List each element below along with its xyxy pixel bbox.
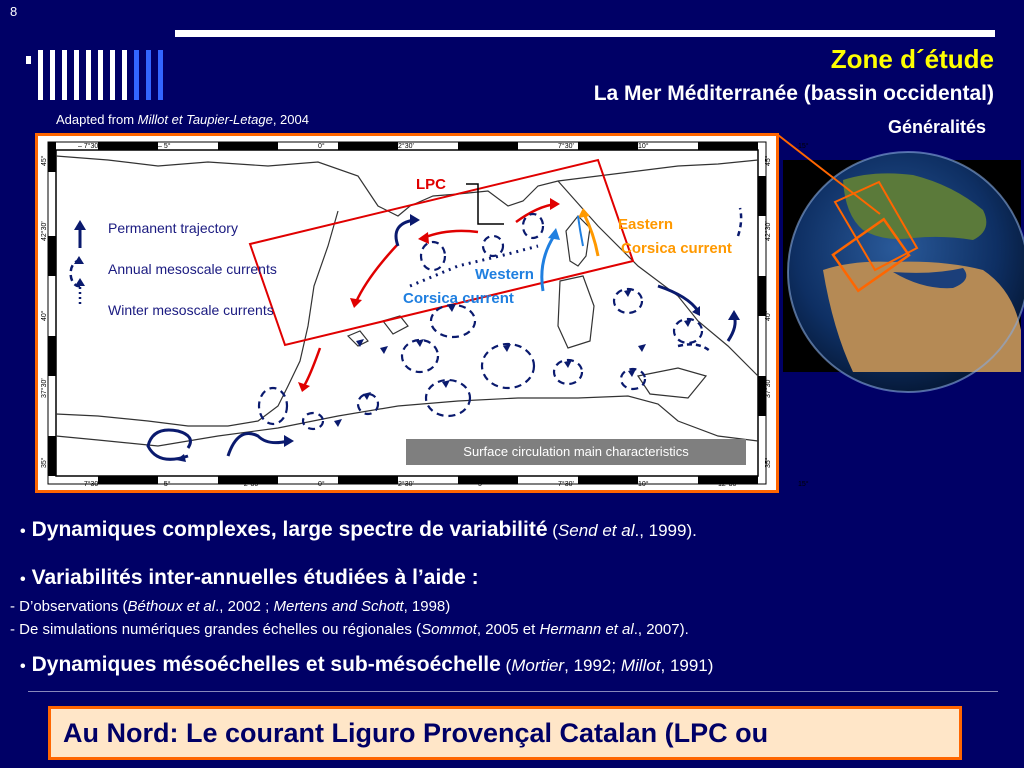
logo-bars [26,50,171,106]
map-tick-left: 45° [41,155,48,166]
s1-author-2: Mertens and Schott [273,598,404,615]
map-tick-bottom: – 7°30' [78,481,100,488]
map-tick-top: 5° [478,143,485,150]
bullet-1-text: Dynamiques complexes, large spectre de variabilité [31,518,548,541]
map-tick-right: 45° [765,155,772,166]
map-tick-bottom: – 5° [158,481,171,488]
sub-simulations [10,621,689,638]
map-tick-left: 37°30' [41,378,48,398]
credit-authors: Millot et Taupier-Letage [137,112,273,127]
label-western-2: Corsica current [403,290,514,307]
map-tick-bottom: 15° [798,481,809,488]
label-lpc: LPC [416,176,446,193]
bullet-2-text: Variabilités inter-annuelles étudiées à l’aide : [31,566,479,589]
bullet-3-text: Dynamiques mésoéchelles et sub-mésoéchelle [31,653,501,676]
bullet-interannual: • Variabilités inter-annuelles étudiées à l’aide : [20,566,479,589]
map-tick-left: 40° [41,310,48,321]
slide-subtitle-2: Généralités [887,117,986,137]
label-eastern-2: Corsica current [621,240,732,257]
b3-author-2: Millot [620,656,661,675]
label-western: Western [475,266,534,283]
map-tick-bottom: 2°30' [398,481,414,488]
map-tick-top: 0° [318,143,325,150]
legend-winter: Winter mesoscale currents [108,302,274,318]
map-caption: Surface circulation main characteristics [406,439,746,465]
b3-open: ( [500,656,512,675]
map-tick-right: 42°30' [765,221,772,241]
s1-mid: ., 2002 ; [215,598,274,615]
s1-tail: , 1998) [403,598,451,615]
map-tick-top: 7°30' [558,143,574,150]
sub-observations [10,598,450,615]
map-tick-right: 37°30' [765,378,772,398]
map-tick-top: 2°30' [398,143,414,150]
map-tick-top: – 7°30' [78,143,100,150]
s2-prefix: - De simulations numériques grandes échelles ou régionales ( [10,621,422,638]
credit-year: , 2004 [272,112,309,127]
slide-number: 8 [10,4,18,19]
label-eastern: Eastern [618,216,674,233]
b1-open: ( [547,521,558,540]
bullet-complex-dynamics: • Dynamiques complexes, large spectre de variabilité (Send et al., 1999). [20,518,697,541]
b3-author-1: Mortier [511,656,565,675]
map-tick-left: 35° [41,457,48,468]
b1-author: Send et al [557,521,635,540]
map-tick-bottom: 10° [638,481,649,488]
b1-tail: ., 1999). [634,521,697,540]
map-tick-top: – 2°30' [238,143,260,150]
s1-author-1: Béthoux et al [127,598,216,615]
map-tick-bottom: 12°30' [718,481,738,488]
s2-mid: , 2005 et [476,621,540,638]
b3-mid: , 1992; [564,656,621,675]
legend-permanent: Permanent trajectory [108,220,238,236]
s2-author-2: Hermann et al [539,621,634,638]
slide-title: Zone d´étude [830,44,994,74]
map-tick-bottom: 0° [318,481,325,488]
slide-subtitle: La Mer Méditerranée (bassin occidental) [593,82,994,105]
s1-prefix: - D’observations ( [10,598,128,615]
map-tick-top: 10° [638,143,649,150]
connector-line [770,130,900,220]
map-tick-left: 42°30' [41,221,48,241]
bullet-mesoscale: • Dynamiques mésoéchelles et sub-mésoéchelle (Mortier, 1992; Millot, 1991) [20,653,714,676]
map-credit [56,112,309,127]
credit-prefix: Adapted from [56,112,135,127]
legend-annual: Annual mesoscale currents [108,261,277,277]
map-tick-right: 40° [765,310,772,321]
b3-tail: , 1991) [660,656,714,675]
s2-tail: ., 2007). [633,621,689,638]
map-tick-right: 35° [765,457,772,468]
map-tick-bottom: 7°30' [558,481,574,488]
top-rule [175,30,995,37]
s2-author-1: Sommot [421,621,477,638]
map-tick-top: 15° [798,143,809,150]
map-tick-bottom: 5° [478,481,485,488]
map-tick-top: 12°30' [718,143,738,150]
map-tick-bottom: – 2°30' [238,481,260,488]
lpc-banner: Au Nord: Le courant Liguro Provençal Catalan (LPC ou [48,706,962,760]
map-tick-top: – 5° [158,143,171,150]
bottom-rule [28,691,998,692]
